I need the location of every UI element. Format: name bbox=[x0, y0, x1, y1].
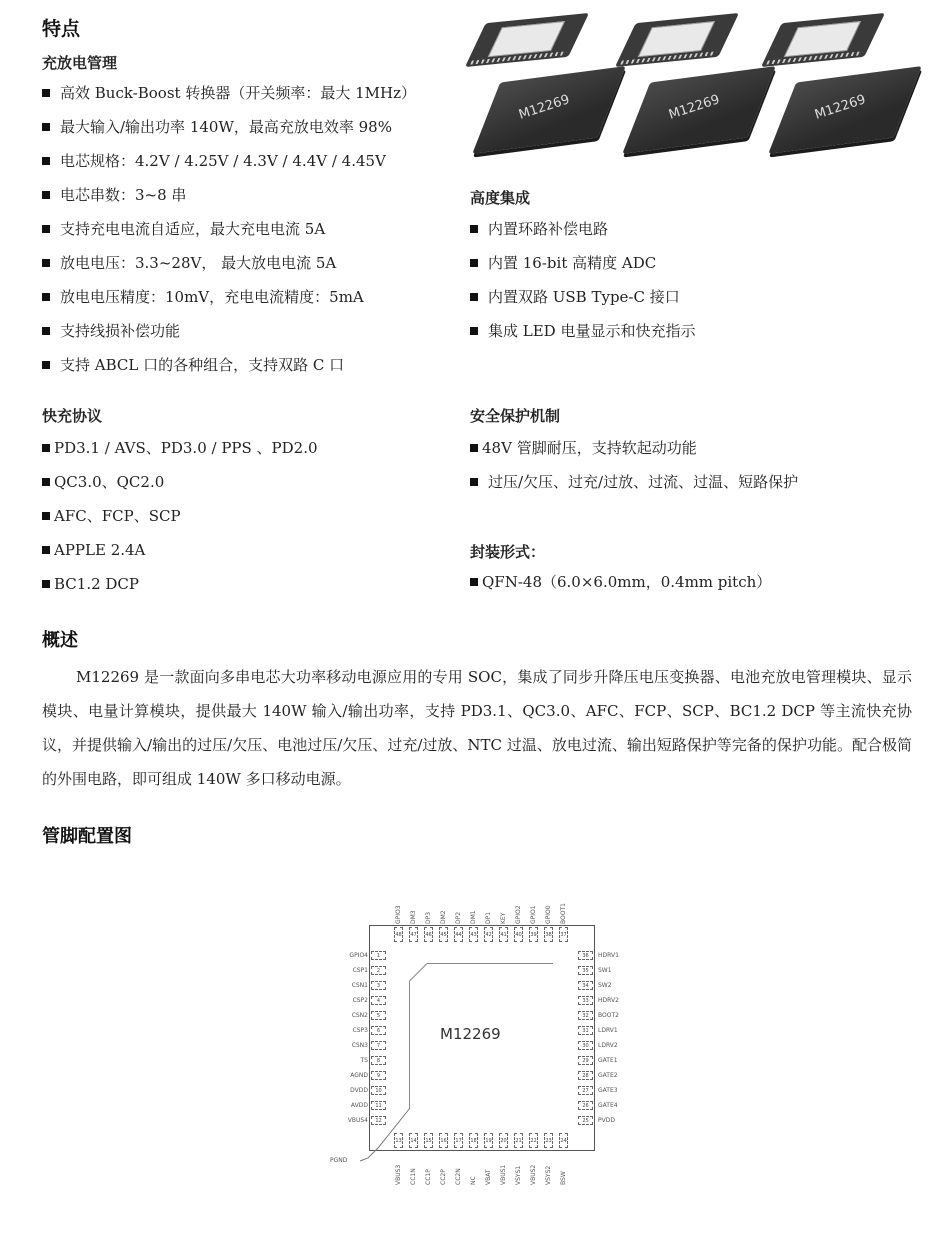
overview-paragraph: M12269 是一款面向多串电芯大功率移动电源应用的专用 SOC，集成了同步升降压电压变换器、电池充放电管理模块、显示模块、电量计算模块，提供最大 140W 输入/输出功率，支持 PD3.1、QC3.0、AFC、FCP、SCP、BC1.2 DCP 等主流快充协议，并提供输入/输出的过压/欠压、电池过压/欠压、过充/过放、NTC 过温、放电过流、输出短路保护等完备的保护功能。配合极简的外围电路，即可组成 140W 多口移动电源。 bbox=[42, 668, 912, 788]
list-item: 放电电压：3.3~28V， 最大放电电流 5A bbox=[42, 246, 416, 280]
pin-number: 11 bbox=[371, 1101, 386, 1110]
pin-label: HDRV2 bbox=[598, 997, 619, 1004]
pin-number: 25 bbox=[578, 1116, 593, 1125]
pin-label: CC1N bbox=[410, 1168, 417, 1185]
pin-label: CSN3 bbox=[351, 1042, 368, 1049]
pin-number: 46 bbox=[424, 927, 433, 942]
integration-list bbox=[470, 212, 695, 348]
pin-label: CSP1 bbox=[352, 967, 368, 974]
bullet-icon bbox=[470, 293, 478, 301]
pin-label: GATE2 bbox=[598, 1072, 618, 1079]
pin-number: 2 bbox=[371, 966, 386, 975]
pin-label: SW1 bbox=[598, 967, 612, 974]
pin-label: DM2 bbox=[440, 910, 447, 924]
pin-number: 14 bbox=[409, 1133, 418, 1148]
pin-label: HDRV1 bbox=[598, 952, 619, 959]
bullet-icon bbox=[470, 578, 478, 586]
pin-label: DM3 bbox=[410, 910, 417, 924]
pin-number: 17 bbox=[454, 1133, 463, 1148]
chip-package-images bbox=[468, 10, 918, 150]
fast-charge-heading: 快充协议 bbox=[42, 407, 103, 425]
pin-number: 15 bbox=[424, 1133, 433, 1148]
pin-number: 21 bbox=[514, 1133, 523, 1148]
pin-label: DP3 bbox=[425, 911, 432, 924]
pin-label: VBAT bbox=[485, 1169, 492, 1185]
chip-bottom-view bbox=[465, 13, 589, 67]
bullet-icon bbox=[42, 327, 50, 335]
bullet-icon bbox=[42, 157, 50, 165]
pin-number: 5 bbox=[371, 1011, 386, 1020]
charge-mgmt-heading: 充放电管理 bbox=[42, 54, 118, 72]
list-item: 高效 Buck-Boost 转换器（开关频率：最大 1MHz） bbox=[42, 76, 416, 110]
bullet-icon bbox=[42, 225, 50, 233]
bullet-icon bbox=[42, 512, 50, 520]
pin-number: 41 bbox=[499, 927, 508, 942]
list-item: 最大输入/输出功率 140W，最高充放电效率 98% bbox=[42, 110, 416, 144]
list-item: APPLE 2.4A bbox=[42, 533, 318, 567]
pin-number: 18 bbox=[469, 1133, 478, 1148]
pin-label: GPIO2 bbox=[515, 905, 522, 924]
pin-number: 3 bbox=[371, 981, 386, 990]
pin-label: AGND bbox=[350, 1072, 368, 1079]
pin-label: GATE4 bbox=[598, 1102, 618, 1109]
pin-number: 10 bbox=[371, 1086, 386, 1095]
pin-label: VBUS2 bbox=[530, 1164, 537, 1185]
protection-list bbox=[470, 431, 798, 499]
package-list bbox=[470, 565, 771, 599]
pin-label: GATE1 bbox=[598, 1057, 618, 1064]
pin-label: BOOT2 bbox=[598, 1012, 619, 1019]
pin-label: DP2 bbox=[455, 911, 462, 924]
pin-number: 33 bbox=[578, 996, 593, 1005]
list-item: PD3.1 / AVS、PD3.0 / PPS 、PD2.0 bbox=[42, 431, 318, 465]
pin-label: CSP2 bbox=[352, 997, 368, 1004]
pin-number: 35 bbox=[578, 966, 593, 975]
pin-label: VBUS1 bbox=[500, 1164, 507, 1185]
pin-label: CSP3 bbox=[352, 1027, 368, 1034]
pin-label: BOOT1 bbox=[560, 903, 567, 924]
chip-image: M12269 bbox=[618, 10, 758, 150]
bullet-icon bbox=[470, 478, 478, 486]
pin-label: TS bbox=[360, 1057, 368, 1064]
bullet-icon bbox=[470, 444, 478, 452]
pin-number: 31 bbox=[578, 1026, 593, 1035]
pin-number: 8 bbox=[371, 1056, 386, 1065]
pin-number: 42 bbox=[484, 927, 493, 942]
list-item: QFN-48（6.0×6.0mm，0.4mm pitch） bbox=[470, 565, 771, 599]
fast-charge-list bbox=[42, 431, 318, 601]
pgnd-label: PGND bbox=[330, 1157, 348, 1164]
bullet-icon bbox=[42, 478, 50, 486]
pin-number: 9 bbox=[371, 1071, 386, 1080]
pinout-title: 管脚配置图 bbox=[42, 826, 132, 847]
bullet-icon bbox=[42, 444, 50, 452]
integration-heading: 高度集成 bbox=[470, 189, 531, 207]
bullet-icon bbox=[42, 259, 50, 267]
pin-number: 20 bbox=[499, 1133, 508, 1148]
pin-label: BSW bbox=[560, 1171, 567, 1185]
chip-bottom-view bbox=[761, 13, 885, 67]
pin-label: GATE3 bbox=[598, 1087, 618, 1094]
pin-number: 24 bbox=[559, 1133, 568, 1148]
package-heading: 封装形式： bbox=[470, 543, 546, 561]
pin-number: 1 bbox=[371, 951, 386, 960]
pin-label: VBUS3 bbox=[395, 1164, 402, 1185]
pin-label: DM1 bbox=[470, 910, 477, 924]
bullet-icon bbox=[470, 327, 478, 335]
list-item: 48V 管脚耐压，支持软起动功能 bbox=[470, 431, 798, 465]
protection-heading: 安全保护机制 bbox=[470, 407, 561, 425]
list-item: 电芯规格：4.2V / 4.25V / 4.3V / 4.4V / 4.45V bbox=[42, 144, 416, 178]
pin-number: 37 bbox=[559, 927, 568, 942]
pin-number: 38 bbox=[544, 927, 553, 942]
pin-label: GPIO3 bbox=[395, 905, 402, 924]
list-item: 支持 ABCL 口的各种组合，支持双路 C 口 bbox=[42, 348, 416, 382]
pin-number: 44 bbox=[454, 927, 463, 942]
pin-number: 12 bbox=[371, 1116, 386, 1125]
list-item: 内置双路 USB Type-C 接口 bbox=[470, 280, 695, 314]
bullet-icon bbox=[42, 580, 50, 588]
bullet-icon bbox=[42, 361, 50, 369]
list-item: 电芯串数：3~8 串 bbox=[42, 178, 416, 212]
list-item: 支持充电电流自适应，最大充电电流 5A bbox=[42, 212, 416, 246]
pin-label: SW2 bbox=[598, 982, 612, 989]
pin-label: NC bbox=[470, 1176, 477, 1185]
pin-label: CC2P bbox=[440, 1169, 447, 1185]
pin-number: 29 bbox=[578, 1056, 593, 1065]
chip-name-label: M12269 bbox=[440, 1025, 501, 1043]
list-item: AFC、FCP、SCP bbox=[42, 499, 318, 533]
pinout-diagram bbox=[330, 880, 630, 1190]
pin-number: 26 bbox=[578, 1101, 593, 1110]
pin-number: 32 bbox=[578, 1011, 593, 1020]
pin-label: VSYS2 bbox=[545, 1165, 552, 1185]
pin-number: 40 bbox=[514, 927, 523, 942]
pin-number: 23 bbox=[544, 1133, 553, 1148]
list-item: 放电电压精度：10mV，充电电流精度：5mA bbox=[42, 280, 416, 314]
pin-number: 30 bbox=[578, 1041, 593, 1050]
overview-title: 概述 bbox=[42, 630, 78, 651]
bullet-icon bbox=[42, 191, 50, 199]
pin-label: KEY bbox=[500, 912, 507, 924]
chip-image: M12269 bbox=[468, 10, 608, 150]
pin-number: 43 bbox=[469, 927, 478, 942]
bullet-icon bbox=[470, 259, 478, 267]
bullet-icon bbox=[42, 293, 50, 301]
pin-number: 47 bbox=[409, 927, 418, 942]
list-item: QC3.0、QC2.0 bbox=[42, 465, 318, 499]
bullet-icon bbox=[42, 123, 50, 131]
pgnd-leader-line bbox=[330, 880, 630, 1190]
pin-number: 13 bbox=[394, 1133, 403, 1148]
pin-number: 34 bbox=[578, 981, 593, 990]
bullet-icon bbox=[42, 546, 50, 554]
pin-label: GPIO1 bbox=[530, 905, 537, 924]
list-item: 内置 16-bit 高精度 ADC bbox=[470, 246, 695, 280]
pin-number: 6 bbox=[371, 1026, 386, 1035]
pin-number: 48 bbox=[394, 927, 403, 942]
pin-label: VBUS4 bbox=[347, 1117, 368, 1124]
pin-number: 7 bbox=[371, 1041, 386, 1050]
pin-label: CSN2 bbox=[351, 1012, 368, 1019]
chip-image: M12269 bbox=[764, 10, 904, 150]
list-item: 支持线损补偿功能 bbox=[42, 314, 416, 348]
pin-label: CC1P bbox=[425, 1169, 432, 1185]
pin-label: PVDD bbox=[598, 1117, 615, 1124]
list-item: BC1.2 DCP bbox=[42, 567, 318, 601]
pin-number: 39 bbox=[529, 927, 538, 942]
pin-label: DVDD bbox=[350, 1087, 368, 1094]
pin-number: 45 bbox=[439, 927, 448, 942]
pin-number: 27 bbox=[578, 1086, 593, 1095]
pin-label: LDRV1 bbox=[598, 1027, 618, 1034]
pin-label: DP1 bbox=[485, 911, 492, 924]
pin-label: CC2N bbox=[455, 1168, 462, 1185]
pin-number: 19 bbox=[484, 1133, 493, 1148]
pin-label: CSN1 bbox=[351, 982, 368, 989]
charge-mgmt-list bbox=[42, 76, 416, 382]
pin-number: 22 bbox=[529, 1133, 538, 1148]
pin-label: AVDD bbox=[350, 1102, 368, 1109]
pin-label: GPIO0 bbox=[545, 905, 552, 924]
pin-label: GPIO4 bbox=[349, 952, 368, 959]
pin-number: 28 bbox=[578, 1071, 593, 1080]
list-item: 过压/欠压、过充/过放、过流、过温、短路保护 bbox=[470, 465, 798, 499]
chip-bottom-view bbox=[615, 13, 739, 67]
bullet-icon bbox=[470, 225, 478, 233]
pin-label: VSYS1 bbox=[515, 1165, 522, 1185]
pin-label: LDRV2 bbox=[598, 1042, 618, 1049]
pin-number: 4 bbox=[371, 996, 386, 1005]
pin-number: 36 bbox=[578, 951, 593, 960]
list-item: 集成 LED 电量显示和快充指示 bbox=[470, 314, 695, 348]
features-title: 特点 bbox=[42, 18, 81, 40]
bullet-icon bbox=[42, 89, 50, 97]
pin-number: 16 bbox=[439, 1133, 448, 1148]
list-item: 内置环路补偿电路 bbox=[470, 212, 695, 246]
